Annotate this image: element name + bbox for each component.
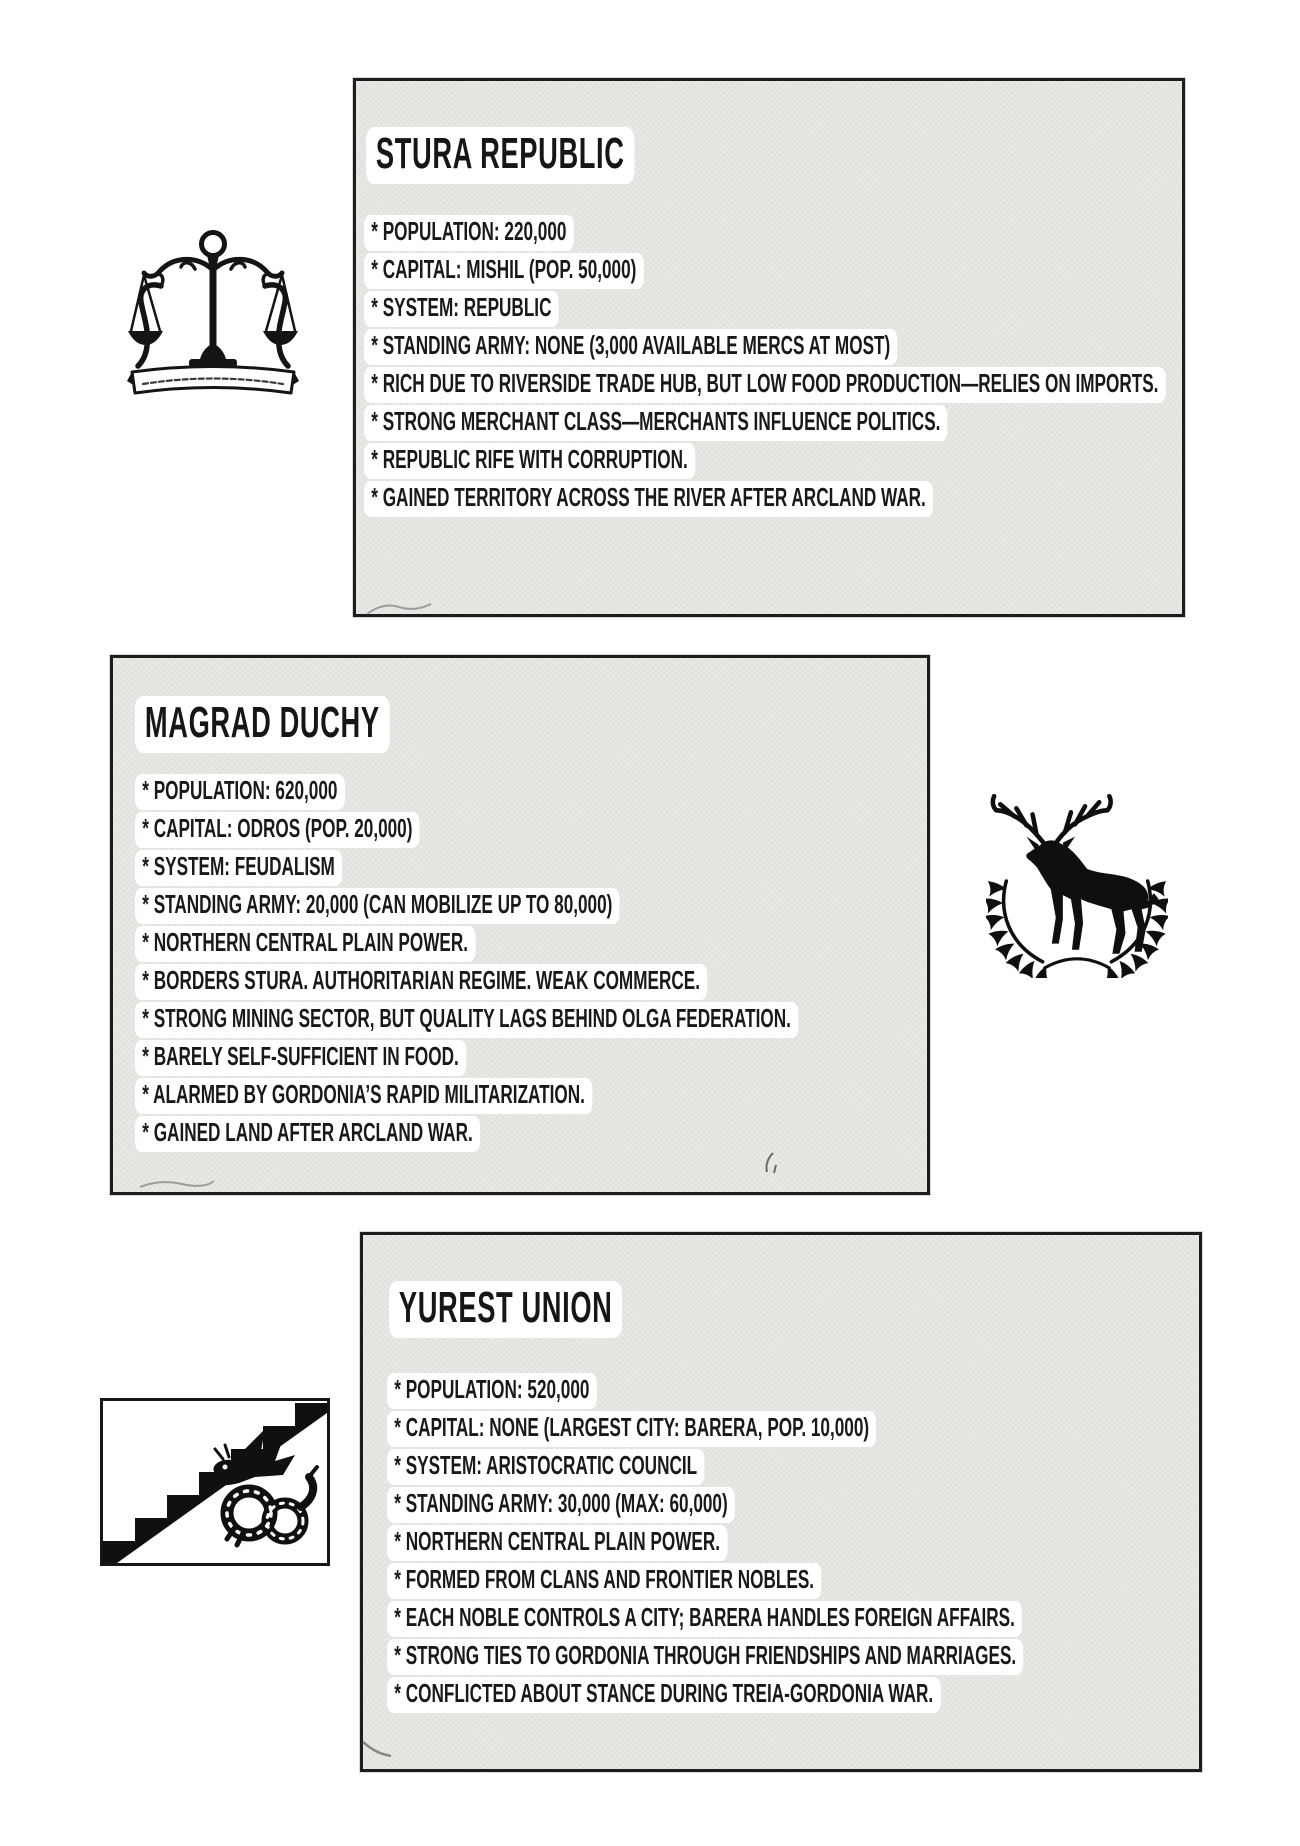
bullet-line [387, 1638, 1300, 1676]
bullet-text: * NORTHERN CENTRAL PLAIN POWER. [387, 1525, 727, 1561]
bullet-text: * BORDERS STURA. AUTHORITARIAN REGIME. WEAK COMMERCE. [135, 964, 707, 1000]
bullet-line [364, 442, 1300, 480]
panel-magrad-duchy [110, 655, 930, 1195]
panel-title-text: MAGRAD DUCHY [135, 696, 390, 753]
bullet-line [387, 1524, 1300, 1562]
bullet-text: * STANDING ARMY: NONE (3,000 AVAILABLE MERCS AT MOST) [364, 329, 897, 365]
panel-stura-republic [353, 78, 1185, 617]
bullet-line [387, 1486, 1300, 1524]
bullet-text: * STRONG MERCHANT CLASS—MERCHANTS INFLUENCE POLITICS. [364, 405, 948, 441]
bullet-line [364, 252, 1300, 290]
bullet-text: * FORMED FROM CLANS AND FRONTIER NOBLES. [387, 1563, 821, 1599]
stray-pencil-mark [365, 598, 435, 618]
bullet-text: * SYSTEM: REPUBLIC [364, 291, 559, 327]
bullet-text: * SYSTEM: FEUDALISM [135, 850, 342, 886]
bullet-line [135, 1001, 1140, 1039]
bullet-text: * BARELY SELF-SUFFICIENT IN FOOD. [135, 1040, 466, 1076]
panel-title-magrad [135, 696, 546, 753]
panel-title-stura [366, 127, 799, 184]
stag-laurel-wreath-icon [986, 780, 1168, 978]
bullet-text: * STANDING ARMY: 20,000 (CAN MOBILIZE UP TO 80,000) [135, 888, 620, 924]
bullet-text: * STRONG TIES TO GORDONIA THROUGH FRIENDSHIPS AND MARRIAGES. [387, 1639, 1023, 1675]
panel-yurest-union [360, 1232, 1202, 1772]
bullet-text: * GAINED TERRITORY ACROSS THE RIVER AFTER ARCLAND WAR. [364, 481, 933, 517]
bullet-text: * POPULATION: 220,000 [364, 215, 574, 251]
bullet-text: * CAPITAL: MISHIL (POP. 50,000) [364, 253, 644, 289]
scales-of-justice-icon [127, 228, 299, 400]
bullet-text: * CAPITAL: NONE (LARGEST CITY: BARERA, POP. 10,000) [387, 1411, 876, 1447]
bullet-line [364, 404, 1300, 442]
bullet-text: * NORTHERN CENTRAL PLAIN POWER. [135, 926, 475, 962]
bullet-text: * ALARMED BY GORDONIA’S RAPID MILITARIZATION. [135, 1078, 592, 1114]
laurel-leaves-left [986, 881, 1055, 978]
bullet-text: * REPUBLIC RIFE WITH CORRUPTION. [364, 443, 695, 479]
bullet-text: * SYSTEM: ARISTOCRATIC COUNCIL [387, 1449, 704, 1485]
bullet-list-yurest [387, 1372, 1300, 1714]
bullet-line [364, 366, 1300, 404]
bullet-text: * RICH DUE TO RIVERSIDE TRADE HUB, BUT LOW FOOD PRODUCTION—RELIES ON IMPORTS. [364, 367, 1166, 403]
bullet-line [364, 480, 1300, 518]
stray-pencil-mark [360, 1738, 394, 1760]
bullet-list-stura [364, 214, 1300, 518]
bullet-line [364, 290, 1300, 328]
panel-title-yurest [389, 1281, 765, 1338]
bullet-text: * POPULATION: 520,000 [387, 1373, 597, 1409]
stray-pencil-mark [138, 1176, 218, 1192]
antlers [993, 796, 1111, 847]
bullet-line [135, 1115, 1140, 1153]
bullet-line [135, 1039, 1140, 1077]
stray-pencil-mark [762, 1150, 778, 1176]
bullet-line [387, 1372, 1300, 1410]
bullet-line [387, 1600, 1300, 1638]
bullet-text: * GAINED LAND AFTER ARCLAND WAR. [135, 1116, 480, 1152]
panel-title-text: STURA REPUBLIC [366, 127, 634, 184]
bullet-text: * EACH NOBLE CONTROLS A CITY; BARERA HANDLES FOREIGN AFFAIRS. [387, 1601, 1022, 1637]
bullet-line [387, 1410, 1300, 1448]
bullet-text: * STANDING ARMY: 30,000 (MAX: 60,000) [387, 1487, 735, 1523]
dragon-stepped-banner-icon [100, 1398, 330, 1566]
bullet-line [387, 1448, 1300, 1486]
panel-title-text: YUREST UNION [389, 1281, 622, 1338]
bullet-text: * CONFLICTED ABOUT STANCE DURING TREIA-GORDONIA WAR. [387, 1677, 940, 1713]
bullet-line [135, 1077, 1140, 1115]
bullet-text: * STRONG MINING SECTOR, BUT QUALITY LAGS BEHIND OLGA FEDERATION. [135, 1002, 798, 1038]
bullet-line [387, 1676, 1300, 1714]
bullet-text: * CAPITAL: ODROS (POP. 20,000) [135, 812, 420, 848]
bullet-line [364, 328, 1300, 366]
bullet-text: * POPULATION: 620,000 [135, 774, 345, 810]
bullet-line [387, 1562, 1300, 1600]
bullet-line [364, 214, 1300, 252]
